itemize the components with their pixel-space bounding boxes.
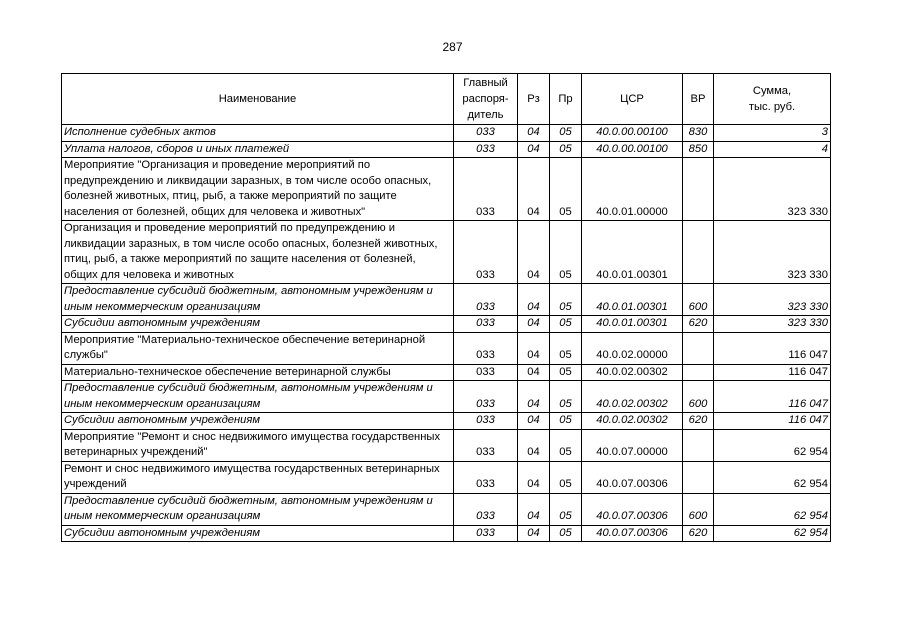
cell-name: Субсидии автономным учреждениям bbox=[62, 413, 454, 430]
cell-pr: 05 bbox=[550, 141, 582, 158]
cell-admin: 033 bbox=[454, 141, 518, 158]
cell-pr: 05 bbox=[550, 381, 582, 413]
cell-rz: 04 bbox=[518, 429, 550, 461]
cell-name: Субсидии автономным учреждениям bbox=[62, 525, 454, 542]
cell-csr: 40.0.02.00302 bbox=[582, 381, 683, 413]
cell-vr: 600 bbox=[683, 381, 714, 413]
header-admin-line: Главный bbox=[463, 77, 508, 89]
cell-vr: 620 bbox=[683, 316, 714, 333]
cell-sum: 323 330 bbox=[714, 316, 831, 333]
table-row bbox=[62, 364, 831, 381]
cell-name: Предоставление субсидий бюджетным, автономным учреждениям и иным некоммерческим организациям bbox=[62, 381, 454, 413]
header-vr: ВР bbox=[683, 74, 714, 125]
cell-vr bbox=[683, 221, 714, 284]
cell-admin: 033 bbox=[454, 493, 518, 525]
table-row bbox=[62, 332, 831, 364]
cell-csr: 40.0.02.00302 bbox=[582, 364, 683, 381]
cell-name: Мероприятие "Материально-техническое обеспечение ветеринарной службы" bbox=[62, 332, 454, 364]
header-sum-line: Сумма, bbox=[752, 85, 792, 97]
cell-pr: 05 bbox=[550, 461, 582, 493]
cell-name: Субсидии автономным учреждениям bbox=[62, 316, 454, 333]
cell-sum: 62 954 bbox=[714, 493, 831, 525]
cell-pr: 05 bbox=[550, 332, 582, 364]
cell-vr bbox=[683, 461, 714, 493]
page-number: 287 bbox=[442, 40, 463, 54]
table-row bbox=[62, 493, 831, 525]
cell-pr: 05 bbox=[550, 316, 582, 333]
cell-rz: 04 bbox=[518, 525, 550, 542]
cell-admin: 033 bbox=[454, 381, 518, 413]
cell-admin: 033 bbox=[454, 284, 518, 316]
cell-pr: 05 bbox=[550, 493, 582, 525]
cell-admin: 033 bbox=[454, 413, 518, 430]
header-pr: Пр bbox=[550, 74, 582, 125]
cell-pr: 05 bbox=[550, 221, 582, 284]
cell-admin: 033 bbox=[454, 364, 518, 381]
cell-pr: 05 bbox=[550, 158, 582, 221]
cell-csr: 40.0.07.00306 bbox=[582, 493, 683, 525]
cell-name: Организация и проведение мероприятий по предупреждению и ликвидации заразных, в том числе особо опасных, болезней животных, птиц, рыб, а также мероприятий по защите населения от болезней, общих для человека и животных bbox=[62, 221, 454, 284]
cell-sum: 62 954 bbox=[714, 461, 831, 493]
table-row bbox=[62, 125, 831, 142]
cell-csr: 40.0.01.00301 bbox=[582, 221, 683, 284]
cell-csr: 40.0.02.00000 bbox=[582, 332, 683, 364]
cell-csr: 40.0.07.00306 bbox=[582, 461, 683, 493]
header-sum-line: тыс. руб. bbox=[748, 101, 796, 113]
table-row bbox=[62, 381, 831, 413]
cell-sum: 3 bbox=[714, 125, 831, 142]
cell-pr: 05 bbox=[550, 125, 582, 142]
cell-rz: 04 bbox=[518, 413, 550, 430]
cell-sum: 62 954 bbox=[714, 429, 831, 461]
table-body bbox=[62, 125, 831, 542]
budget-table bbox=[61, 73, 831, 542]
cell-sum: 323 330 bbox=[714, 158, 831, 221]
header-name: Наименование bbox=[62, 74, 454, 125]
header-rz: Рз bbox=[518, 74, 550, 125]
cell-csr: 40.0.02.00302 bbox=[582, 413, 683, 430]
cell-rz: 04 bbox=[518, 332, 550, 364]
cell-rz: 04 bbox=[518, 158, 550, 221]
cell-csr: 40.0.00.00100 bbox=[582, 141, 683, 158]
cell-name: Мероприятие "Ремонт и снос недвижимого имущества государственных ветеринарных учреждений" bbox=[62, 429, 454, 461]
cell-admin: 033 bbox=[454, 158, 518, 221]
cell-sum: 116 047 bbox=[714, 381, 831, 413]
cell-admin: 033 bbox=[454, 125, 518, 142]
cell-pr: 05 bbox=[550, 364, 582, 381]
table-row bbox=[62, 429, 831, 461]
cell-csr: 40.0.07.00000 bbox=[582, 429, 683, 461]
cell-rz: 04 bbox=[518, 381, 550, 413]
table-row bbox=[62, 461, 831, 493]
cell-sum: 62 954 bbox=[714, 525, 831, 542]
cell-sum: 323 330 bbox=[714, 221, 831, 284]
cell-csr: 40.0.00.00100 bbox=[582, 125, 683, 142]
cell-vr bbox=[683, 429, 714, 461]
cell-rz: 04 bbox=[518, 364, 550, 381]
cell-vr: 600 bbox=[683, 493, 714, 525]
cell-vr: 620 bbox=[683, 525, 714, 542]
cell-vr bbox=[683, 158, 714, 221]
header-sum bbox=[714, 74, 831, 125]
header-row bbox=[62, 74, 831, 125]
cell-admin: 033 bbox=[454, 316, 518, 333]
cell-name: Предоставление субсидий бюджетным, автономным учреждениям и иным некоммерческим организациям bbox=[62, 493, 454, 525]
cell-name: Мероприятие "Организация и проведение мероприятий по предупреждению и ликвидации заразных, в том числе особо опасных, болезней животных, птиц, рыб, а также мероприятий по защите населения от болезней, общих для человека и животных" bbox=[62, 158, 454, 221]
cell-rz: 04 bbox=[518, 493, 550, 525]
cell-admin: 033 bbox=[454, 332, 518, 364]
cell-rz: 04 bbox=[518, 141, 550, 158]
header-csr: ЦСР bbox=[582, 74, 683, 125]
cell-csr: 40.0.01.00301 bbox=[582, 316, 683, 333]
cell-pr: 05 bbox=[550, 429, 582, 461]
cell-sum: 4 bbox=[714, 141, 831, 158]
cell-pr: 05 bbox=[550, 284, 582, 316]
header-admin-line: дитель bbox=[467, 109, 504, 121]
cell-csr: 40.0.07.00306 bbox=[582, 525, 683, 542]
cell-name: Ремонт и снос недвижимого имущества государственных ветеринарных учреждений bbox=[62, 461, 454, 493]
cell-vr: 620 bbox=[683, 413, 714, 430]
cell-csr: 40.0.01.00301 bbox=[582, 284, 683, 316]
cell-rz: 04 bbox=[518, 316, 550, 333]
cell-admin: 033 bbox=[454, 461, 518, 493]
cell-sum: 116 047 bbox=[714, 413, 831, 430]
header-main-administrator bbox=[454, 74, 518, 125]
table-row bbox=[62, 284, 831, 316]
table-row bbox=[62, 158, 831, 221]
table-row bbox=[62, 221, 831, 284]
table-row bbox=[62, 525, 831, 542]
cell-rz: 04 bbox=[518, 461, 550, 493]
cell-admin: 033 bbox=[454, 525, 518, 542]
table-row bbox=[62, 413, 831, 430]
cell-admin: 033 bbox=[454, 429, 518, 461]
cell-name: Материально-техническое обеспечение ветеринарной службы bbox=[62, 364, 454, 381]
cell-csr: 40.0.01.00000 bbox=[582, 158, 683, 221]
cell-name: Предоставление субсидий бюджетным, автономным учреждениям и иным некоммерческим организациям bbox=[62, 284, 454, 316]
table-row bbox=[62, 141, 831, 158]
cell-sum: 323 330 bbox=[714, 284, 831, 316]
cell-vr bbox=[683, 364, 714, 381]
cell-admin: 033 bbox=[454, 221, 518, 284]
header-admin-line: распоря- bbox=[462, 93, 509, 105]
cell-rz: 04 bbox=[518, 284, 550, 316]
cell-name: Исполнение судебных актов bbox=[62, 125, 454, 142]
cell-vr: 600 bbox=[683, 284, 714, 316]
cell-pr: 05 bbox=[550, 413, 582, 430]
cell-name: Уплата налогов, сборов и иных платежей bbox=[62, 141, 454, 158]
cell-rz: 04 bbox=[518, 125, 550, 142]
table-row bbox=[62, 316, 831, 333]
cell-sum: 116 047 bbox=[714, 364, 831, 381]
cell-pr: 05 bbox=[550, 525, 582, 542]
cell-sum: 116 047 bbox=[714, 332, 831, 364]
cell-vr bbox=[683, 332, 714, 364]
cell-vr: 830 bbox=[683, 125, 714, 142]
cell-vr: 850 bbox=[683, 141, 714, 158]
cell-rz: 04 bbox=[518, 221, 550, 284]
